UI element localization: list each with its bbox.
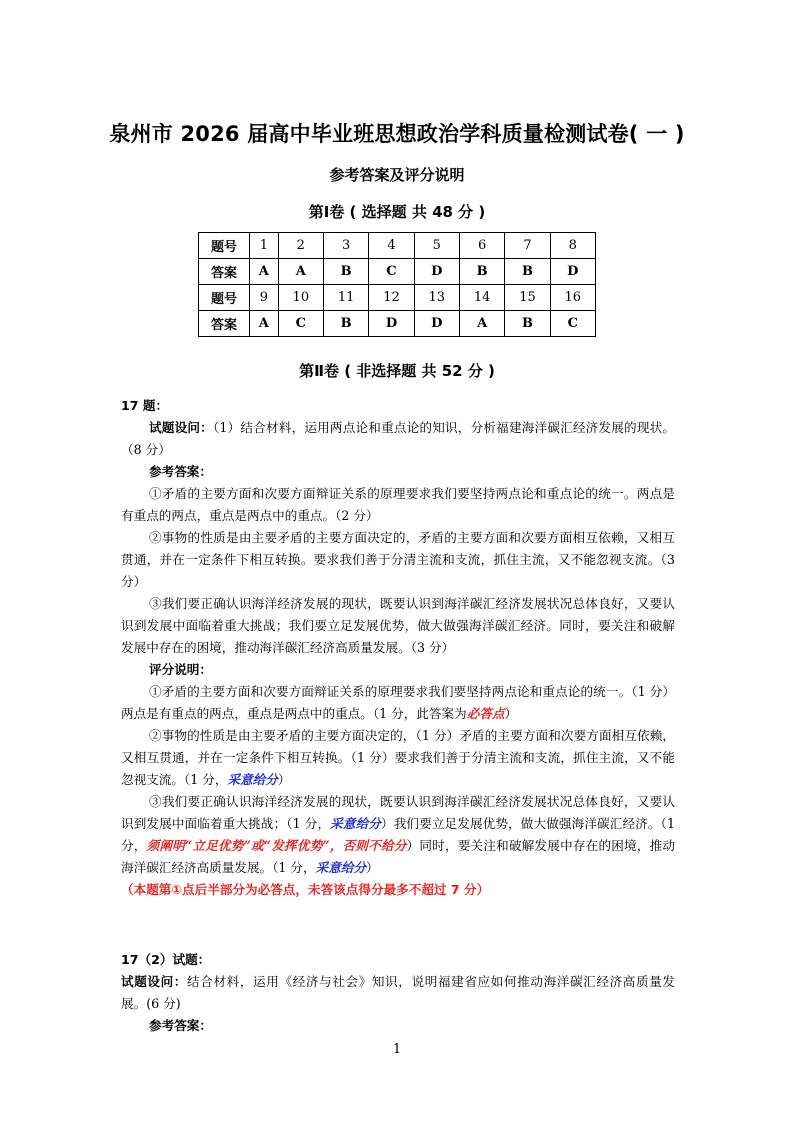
page-number: 1 [392, 1042, 402, 1057]
meaning-score-tag: 采意给分 [330, 816, 382, 831]
reference-label: 参考答案： [149, 464, 212, 479]
table-cell: D [550, 259, 595, 285]
table-cell: 16 [550, 285, 595, 311]
table-cell: D [369, 311, 414, 337]
table-cell: 7 [505, 233, 550, 259]
setup-text: 结合材料，运用《经济与社会》知识，说明福建省应如何推动海洋碳汇经济高质量发展。(6 分) [121, 974, 676, 1011]
table-cell: 14 [459, 285, 504, 311]
table-row [199, 233, 596, 259]
table-cell: 答案 [199, 259, 250, 285]
document-title: 泉州市 2026 届高中毕业班思想政治学科质量检测试卷( 一 ) [109, 122, 685, 146]
scoring-point-2 [121, 725, 675, 791]
scoring-note: （本题第①点后半部分为必答点，未答该点得分最多不超过 7 分） [121, 882, 490, 897]
meaning-score-tag: 采意给分 [315, 860, 366, 875]
table-cell: B [323, 311, 368, 337]
table-cell: 12 [369, 285, 414, 311]
setup-label: 试题设问： [121, 974, 188, 989]
table-row [199, 311, 596, 337]
scoring-text: ） [366, 860, 379, 875]
table-cell: C [369, 259, 414, 285]
reference-label: 参考答案： [149, 1018, 212, 1033]
table-cell: 题号 [199, 285, 250, 311]
table-cell: 10 [278, 285, 323, 311]
table-cell: 15 [505, 285, 550, 311]
table-cell: 11 [323, 285, 368, 311]
question-heading: 17（2）试题： [121, 952, 211, 967]
meaning-score-tag: 采意给分 [227, 772, 278, 787]
table-cell: B [505, 311, 550, 337]
table-cell: B [323, 259, 368, 285]
table-cell: D [414, 259, 459, 285]
table-cell: 2 [278, 233, 323, 259]
scoring-text: ） [504, 706, 518, 721]
table-cell: 3 [323, 233, 368, 259]
setup-label: 试题设问： [149, 420, 213, 435]
table-cell: 13 [414, 285, 459, 311]
part2-heading: 第Ⅱ卷 ( 非选择题 共 52 分 ) [299, 362, 495, 380]
setup-text: （1）结合材料，运用两点论和重点论的知识，分析福建海洋碳汇经济发展的现状。（8 分） [121, 420, 675, 457]
reference-point-3: ③我们要正确认识海洋经济发展的现状，既要认识到海洋碳汇经济发展状况总体良好，又要认识到发展中面临着重大挑战；我们要立足发展优势，做大做强海洋碳汇经济。同时，要关注和破解发展中存在的困境，推动海洋碳汇经济高质量发展。（3 分） [121, 596, 675, 655]
table-cell: 9 [250, 285, 279, 311]
table-cell: B [459, 259, 504, 285]
scoring-label: 评分说明： [149, 662, 212, 677]
table-cell: 5 [414, 233, 459, 259]
part1-heading: 第Ⅰ卷 ( 选择题 共 48 分 ) [308, 203, 486, 221]
table-cell: 1 [250, 233, 279, 259]
document-subtitle: 参考答案及评分说明 [329, 166, 465, 184]
reference-point-1: ①矛盾的主要方面和次要方面辩证关系的原理要求我们要坚持两点论和重点论的统一。两点是有重点的两点，重点是两点中的重点。（2 分） [121, 486, 675, 523]
table-cell: 4 [369, 233, 414, 259]
answer-content [121, 395, 675, 1037]
table-cell: 8 [550, 233, 595, 259]
answer-table [198, 232, 596, 337]
scoring-text: ③我们要正确认识海洋经济发展的现状，既要认识到海洋碳汇经济发展状况总体良好，又要认识到发展中面临着重大挑战；（1 分， [121, 794, 675, 831]
table-cell: D [414, 311, 459, 337]
table-cell: 答案 [199, 311, 250, 337]
table-cell: A [459, 311, 504, 337]
scoring-text: ）我们要立足发展优势，做大做强海洋碳汇经济。（1 分， [121, 816, 676, 853]
table-cell: C [278, 311, 323, 337]
table-cell: 题号 [199, 233, 250, 259]
scoring-text: ①矛盾的主要方面和次要方面辩证关系的原理要求我们要坚持两点论和重点论的统一。（1 分）两点是有重点的两点，重点是两点中的重点。（1 分，此答案为 [121, 684, 675, 721]
question-setup [121, 971, 675, 1015]
required-point-tag: 必答点 [466, 706, 505, 721]
table-cell: A [278, 259, 323, 285]
scoring-point-3 [121, 791, 675, 879]
question-heading: 17 题： [121, 398, 169, 413]
reference-point-2: ②事物的性质是由主要矛盾的主要方面决定的，矛盾的主要方面和次要方面相互依赖，又相互贯通，并在一定条件下相互转换。要求我们善于分清主流和支流，抓住主流，又不能忽视支流。（3 分） [121, 530, 675, 589]
table-cell: A [250, 259, 279, 285]
table-row [199, 285, 596, 311]
scoring-text: ②事物的性质是由主要矛盾的主要方面决定的，（1 分）矛盾的主要方面和次要方面相互依赖，又相互贯通，并在一定条件下相互转换。（1 分）要求我们善于分清主流和支流，抓住主流，又不能忽视支流。（1 分， [121, 728, 675, 787]
table-cell: A [250, 311, 279, 337]
table-cell: 6 [459, 233, 504, 259]
required-condition-tag: 须阐明“立足优势”或“发挥优势”，否则不给分 [146, 838, 407, 853]
table-cell: C [550, 311, 595, 337]
scoring-text: ） [277, 772, 291, 787]
question-setup [121, 417, 675, 461]
table-row [199, 259, 596, 285]
table-cell: B [505, 259, 550, 285]
scoring-text: ）同时，要关注和破解发展中存在的困境，推动海洋碳汇经济高质量发展。（1 分， [121, 838, 676, 875]
scoring-point-1 [121, 681, 675, 725]
